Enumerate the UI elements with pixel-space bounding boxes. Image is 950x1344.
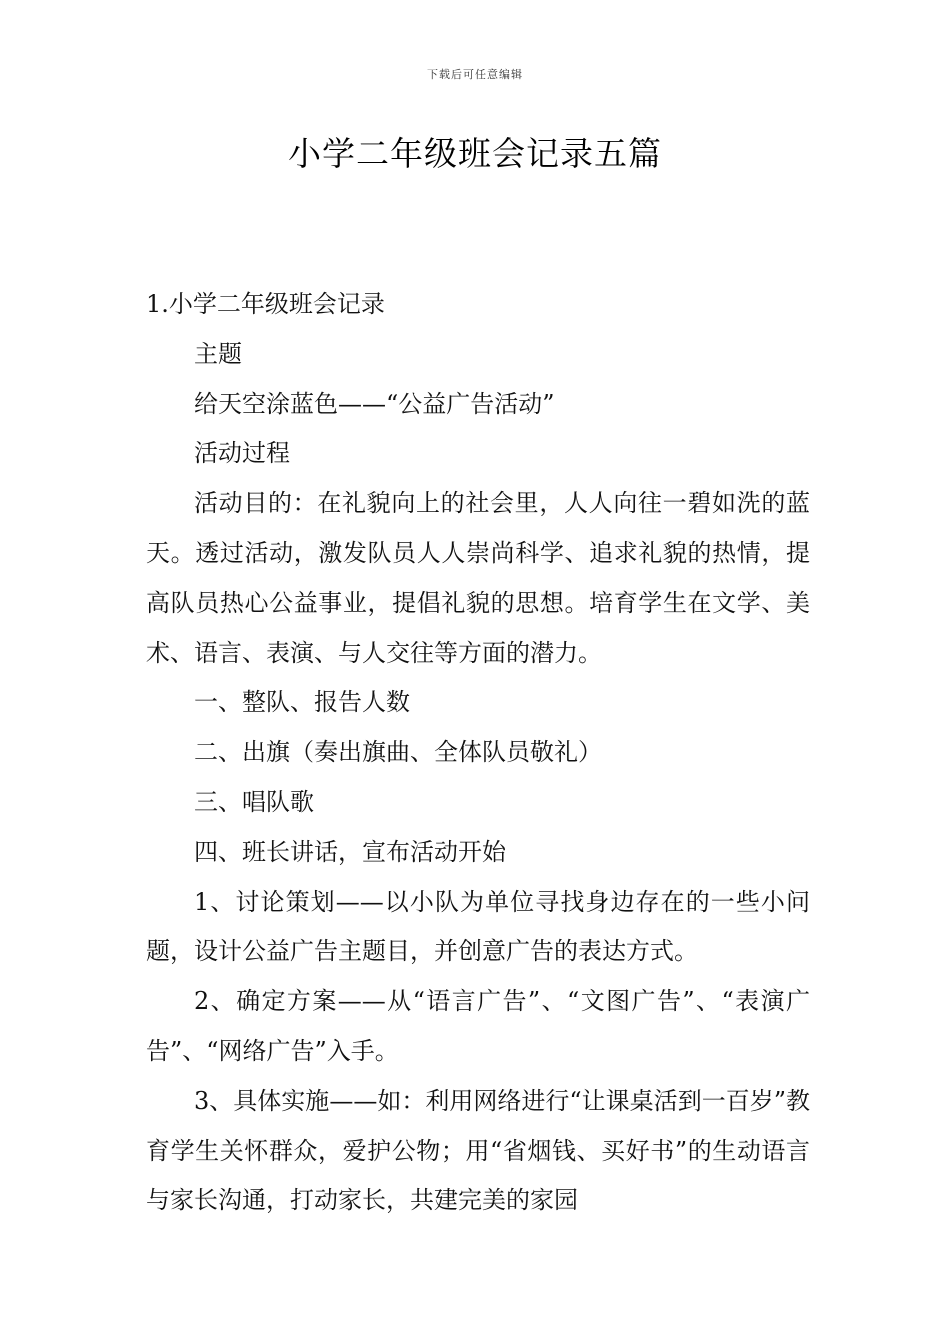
paragraph-substep-3: 3、具体实施——如：利用网络进行“让课桌活到一百岁”教育学生关怀群众，爱护公物；用“省烟钱、买好书”的生动语言与家长沟通，打动家长，共建完美的家园	[146, 1086, 810, 1215]
paragraph-substep-2: 2、确定方案——从“语言广告”、“文图广告”、“表演广告”、“网络广告”入手。	[146, 987, 810, 1065]
paragraph-step-3: 三、唱队歌	[194, 787, 314, 816]
header-note: 下载后可任意编辑	[427, 68, 523, 81]
document-title: 小学二年级班会记录五篇	[288, 134, 662, 173]
paragraph-process-label: 活动过程	[194, 439, 290, 468]
paragraph-topic-label: 主题	[194, 339, 242, 368]
paragraph-step-2: 二、出旗（奏出旗曲、全体队员敬礼）	[194, 738, 602, 767]
paragraph-purpose: 活动目的：在礼貌向上的社会里，人人向往一碧如洗的蓝天。透过活动，激发队员人人崇尚科学、追求礼貌的热情，提高队员热心公益事业，提倡礼貌的思想。培育学生在文学、美术、语言、表演、与人交往等方面的潜力。	[146, 489, 810, 667]
paragraph-topic: 给天空涂蓝色——“公益广告活动”	[194, 389, 555, 418]
section-heading: 1.小学二年级班会记录	[146, 290, 385, 318]
paragraph-substep-1: 1、讨论策划——以小队为单位寻找身边存在的一些小问题，设计公益广告主题目，并创意广告的表达方式。	[146, 887, 810, 966]
document-body	[146, 280, 810, 1226]
paragraph-step-4: 四、班长讲话，宣布活动开始	[194, 837, 506, 866]
paragraph-step-1: 一、整队、报告人数	[194, 688, 410, 717]
